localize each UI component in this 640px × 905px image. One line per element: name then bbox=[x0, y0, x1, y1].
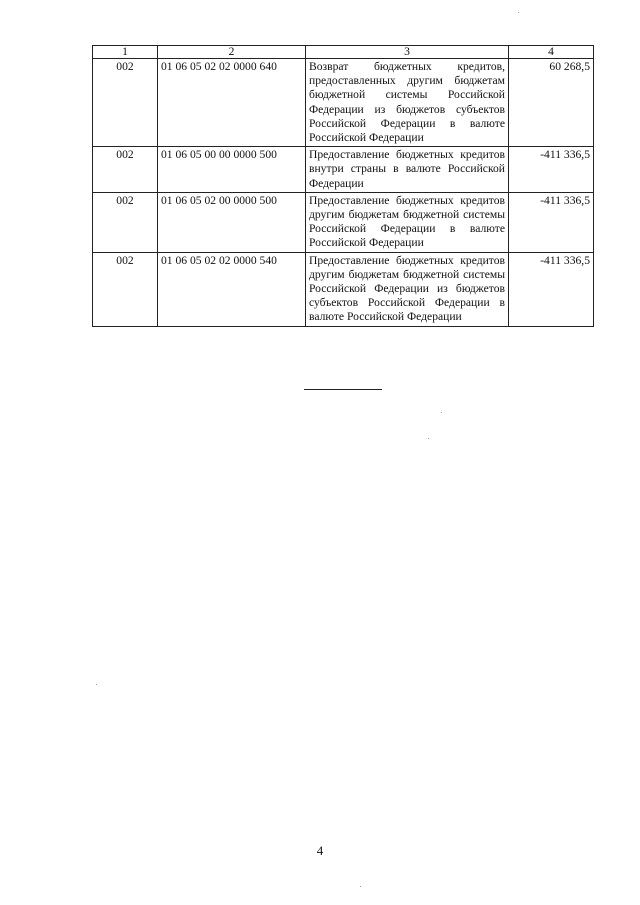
classification-code-cell: 01 06 05 02 00 0000 500 bbox=[158, 192, 306, 252]
table-header-row bbox=[93, 46, 594, 59]
classification-code-cell: 01 06 05 00 00 0000 500 bbox=[158, 147, 306, 193]
scan-speck bbox=[428, 438, 429, 439]
scan-speck bbox=[96, 684, 97, 685]
scan-speck bbox=[441, 412, 442, 413]
source-name-cell: Предоставление бюджетных кредитов внутри страны в валюте Российской Федерации bbox=[306, 147, 509, 193]
classification-code-cell: 01 06 05 02 02 0000 640 bbox=[158, 59, 306, 147]
amount-cell: 60 268,5 bbox=[509, 59, 594, 147]
column-header-3: 3 bbox=[306, 46, 509, 59]
amount-cell: -411 336,5 bbox=[509, 147, 594, 193]
amount-cell: -411 336,5 bbox=[509, 252, 594, 326]
source-name-cell: Предоставление бюджетных кредитов другим бюджетам бюджетной системы Российской Федерации в валюте Российской Федерации bbox=[306, 192, 509, 252]
scan-speck bbox=[518, 12, 519, 13]
column-header-2: 2 bbox=[158, 46, 306, 59]
amount-cell: -411 336,5 bbox=[509, 192, 594, 252]
admin-code-cell: 002 bbox=[93, 252, 158, 326]
budget-sources-table bbox=[92, 45, 594, 327]
admin-code-cell: 002 bbox=[93, 192, 158, 252]
end-of-table-rule bbox=[304, 389, 382, 390]
admin-code-cell: 002 bbox=[93, 59, 158, 147]
classification-code-cell: 01 06 05 02 02 0000 540 bbox=[158, 252, 306, 326]
column-header-4: 4 bbox=[509, 46, 594, 59]
column-header-1: 1 bbox=[93, 46, 158, 59]
table-row bbox=[93, 252, 594, 326]
admin-code-cell: 002 bbox=[93, 147, 158, 193]
table-row bbox=[93, 59, 594, 147]
table-row bbox=[93, 192, 594, 252]
source-name-cell: Предоставление бюджетных кредитов другим бюджетам бюджетной системы Российской Федерации из бюджетов субъектов Российской Федерации в валюте Российской Федерации bbox=[306, 252, 509, 326]
page-number: 4 bbox=[316, 843, 324, 858]
table-row bbox=[93, 147, 594, 193]
source-name-cell: Возврат бюджетных кредитов, предоставленных другим бюджетам бюджетной системы Российской Федерации из бюджетов субъектов Российской Федерации в валюте Российской Федерации bbox=[306, 59, 509, 147]
scan-speck bbox=[360, 886, 361, 887]
